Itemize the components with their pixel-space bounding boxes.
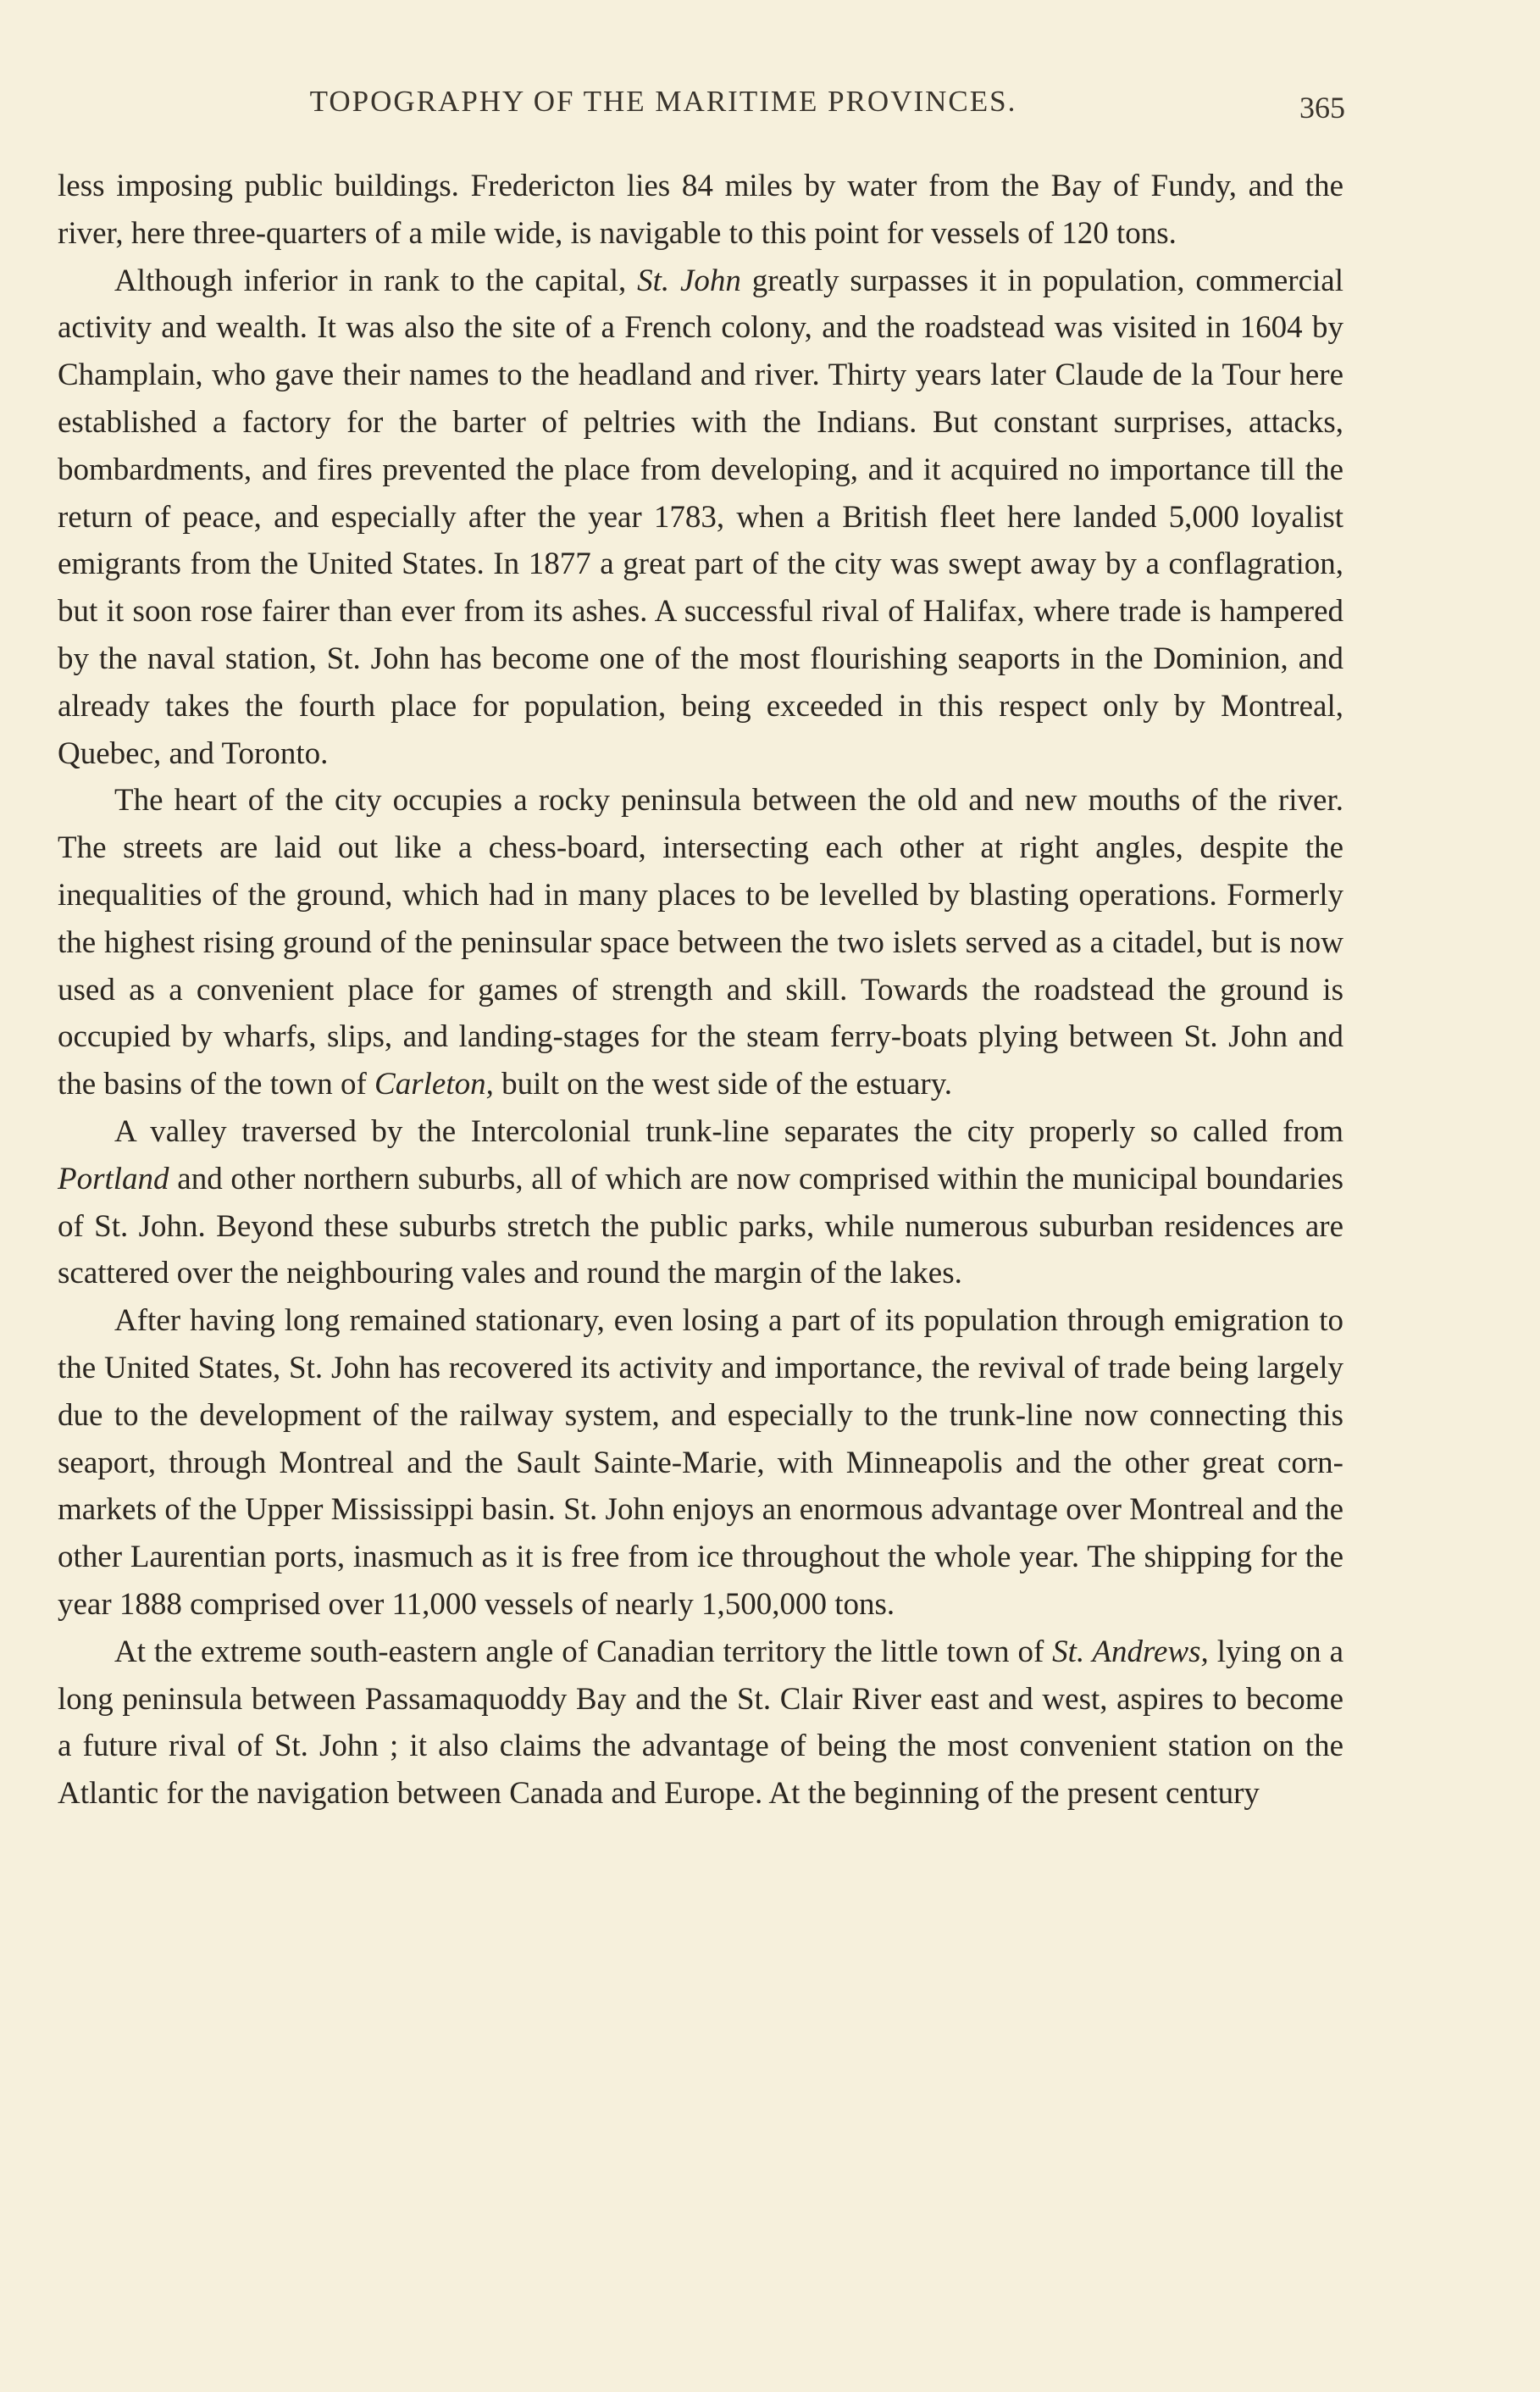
body-text [58, 163, 1343, 1818]
text-run: The heart of the city occupies a rocky peninsula between the old and new mouths of the river. The streets are laid out like a chess-board, intersecting each other at right angles, despite the inequalities of the ground, which had in many places to be levelled by blasting operations. Formerly the highest rising ground of the peninsular space between the two islets served as a citadel, but is now used as a convenient place for games of strength and skill. Towards the roadstead the ground is occupied by wharfs, slips, and landing-stages for the steam ferry-boats plying between St. John and the basins of the town of [58, 783, 1343, 1102]
paragraph [58, 163, 1343, 258]
italic-text: Carleton, [374, 1067, 494, 1102]
text-run: and other northern suburbs, all of which are now comprised within the municipal boundaries of St. John. Beyond these suburbs stretch the public parks, while numerous suburban residences are scattered over the neighbouring vales and round the margin of the lakes. [58, 1161, 1343, 1291]
paragraph [58, 258, 1343, 778]
text-run: built on the west side of the estuary. [493, 1067, 953, 1102]
paragraph [58, 1297, 1343, 1629]
paragraph [58, 1629, 1343, 1818]
running-title: TOPOGRAPHY OF THE MARITIME PROVINCES. [309, 85, 1017, 118]
paragraph [58, 777, 1343, 1108]
text-run: At the extreme south-eastern angle of Canadian territory the little town of [114, 1634, 1053, 1669]
italic-text: St. Andrews, [1052, 1634, 1209, 1669]
text-run: less imposing public buildings. Fredericton lies 84 miles by water from the Bay of Fundy, and the river, here three-quarters of a mile wide, is navigable to this point for vessels of 120 tons. [58, 169, 1343, 251]
page-header [58, 85, 1345, 136]
text-run: lying on a long peninsula between Passamaquoddy Bay and the St. Clair River east and west, aspires to become a future rival of St. John ; it also claims the advantage of being the most convenient station on the Atlantic for the navigation between Canada and Europe. At the beginning of the present century [58, 1634, 1343, 1812]
italic-text: Portland [58, 1161, 169, 1196]
italic-text: St. John [637, 263, 741, 298]
page-number: 365 [1299, 91, 1345, 125]
paragraph [58, 1108, 1343, 1297]
text-run: A valley traversed by the Intercolonial trunk-line separates the city properly so called from [114, 1113, 1343, 1149]
text-run: greatly surpasses it in population, commercial activity and wealth. It was also the site of a French colony, and the roadstead was visited in 1604 by Champlain, who gave their names to the headland and river. Thirty years later Claude de la Tour here established a factory for the barter of peltries with the Indians. But constant surprises, attacks, bombardments, and fires prevented the place from developing, and it acquired no importance till the return of peace, and especially after the year 1783, when a British fleet here landed 5,000 loyalist emigrants from the United States. In 1877 a great part of the city was swept away by a conflagration, but it soon rose fairer than ever from its ashes. A successful rival of Halifax, where trade is hampered by the naval station, St. John has become one of the most flourishing seaports in the Dominion, and already takes the fourth place for population, being exceeded in this respect only by Montreal, Quebec, and Toronto. [58, 263, 1344, 771]
text-run: After having long remained stationary, even losing a part of its population through emigration to the United States, St. John has recovered its activity and importance, the revival of trade being largely due to the development of the railway system, and especially to the trunk-line now connecting this seaport, through Montreal and the Sault Sainte-Marie, with Minneapolis and the other great corn-markets of the Upper Mississippi basin. St. John enjoys an enormous advantage over Montreal and the other Laurentian ports, inasmuch as it is free from ice throughout the whole year. The shipping for the year 1888 comprised over 11,000 vessels of nearly 1,500,000 tons. [58, 1303, 1343, 1622]
text-run: Although inferior in rank to the capital, [114, 263, 638, 298]
